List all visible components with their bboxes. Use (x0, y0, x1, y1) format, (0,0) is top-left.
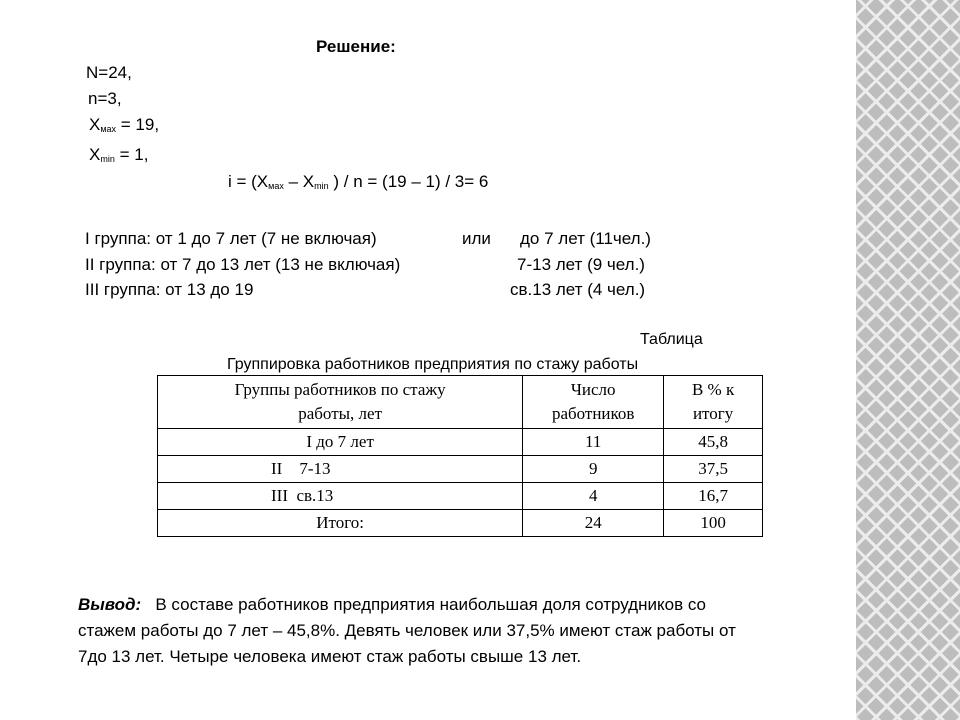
row-group: I до 7 лет (158, 429, 523, 456)
grouping-table (157, 375, 763, 537)
xmax-value: = 19, (120, 115, 160, 134)
group-1-or: или (462, 229, 491, 248)
row-group: II 7-13 (158, 456, 523, 483)
xmax-symbol: X (89, 115, 101, 134)
header-count-line1: Число (570, 380, 616, 399)
table-caption: Группировка работников предприятия по стажу работы (227, 356, 639, 373)
table-row (158, 429, 763, 456)
interval-formula (228, 172, 488, 196)
xmin-symbol: X (89, 145, 101, 164)
table-row (158, 456, 763, 483)
table-row (158, 483, 763, 510)
xmin-subscript: min (100, 154, 115, 164)
xmin-line (89, 145, 148, 169)
formula-post: ) / n = (19 – 1) / 3= 6 (333, 172, 489, 191)
conclusion-label: Вывод: (78, 595, 142, 614)
header-count-line2: работников (551, 404, 635, 423)
group-2-right: 7-13 лет (9 чел.) (517, 255, 645, 274)
group-3-right: св.13 лет (4 чел.) (510, 280, 646, 299)
n-groups-line: n=3, (88, 89, 122, 108)
formula-pre: i = (X (228, 172, 269, 191)
conclusion-text: В составе работников предприятия наибольшая доля сотрудников со стажем работы до 7 лет – 45,8%. Девять человек или 37,5% имеют стаж работы от 7до 13 лет. Четыре человека имеют стаж работы свыше 13 лет. (78, 595, 736, 666)
total-count: 24 (523, 510, 664, 537)
table-header-row (158, 376, 763, 429)
row-group: III св.13 (158, 483, 523, 510)
row-percent: 45,8 (664, 429, 763, 456)
conclusion (78, 592, 768, 670)
table-total-row (158, 510, 763, 537)
formula-sub-max: мах (268, 181, 284, 191)
n-total-line: N=24, (86, 63, 132, 82)
formula-sub-min: min (314, 181, 329, 191)
total-label: Итого: (158, 510, 523, 537)
formula-mid: – X (288, 172, 315, 191)
row-count: 11 (523, 429, 664, 456)
decorative-side-pattern (856, 0, 960, 720)
header-count (523, 376, 664, 429)
header-percent-line2: итогу (692, 404, 734, 423)
header-percent-line1: В % к (691, 380, 735, 399)
xmin-value: = 1, (119, 145, 149, 164)
total-percent: 100 (664, 510, 763, 537)
header-percent (664, 376, 763, 429)
table-label: Таблица (640, 331, 703, 348)
row-count: 9 (523, 456, 664, 483)
solution-heading: Решение: (316, 37, 396, 56)
group-1-right: до 7 лет (11чел.) (520, 229, 651, 248)
header-groups (158, 376, 523, 429)
header-groups-line2: работы, лет (298, 404, 383, 423)
group-1-left: I группа: от 1 до 7 лет (7 не включая) (85, 229, 377, 248)
group-3-left: III группа: от 13 до 19 (85, 280, 254, 299)
row-percent: 37,5 (664, 456, 763, 483)
xmax-line (89, 115, 159, 139)
header-groups-line1: Группы работников по стажу (234, 380, 446, 399)
xmax-subscript: мах (100, 124, 117, 134)
row-percent: 16,7 (664, 483, 763, 510)
group-2-left: II группа: от 7 до 13 лет (13 не включая) (85, 255, 401, 274)
row-count: 4 (523, 483, 664, 510)
